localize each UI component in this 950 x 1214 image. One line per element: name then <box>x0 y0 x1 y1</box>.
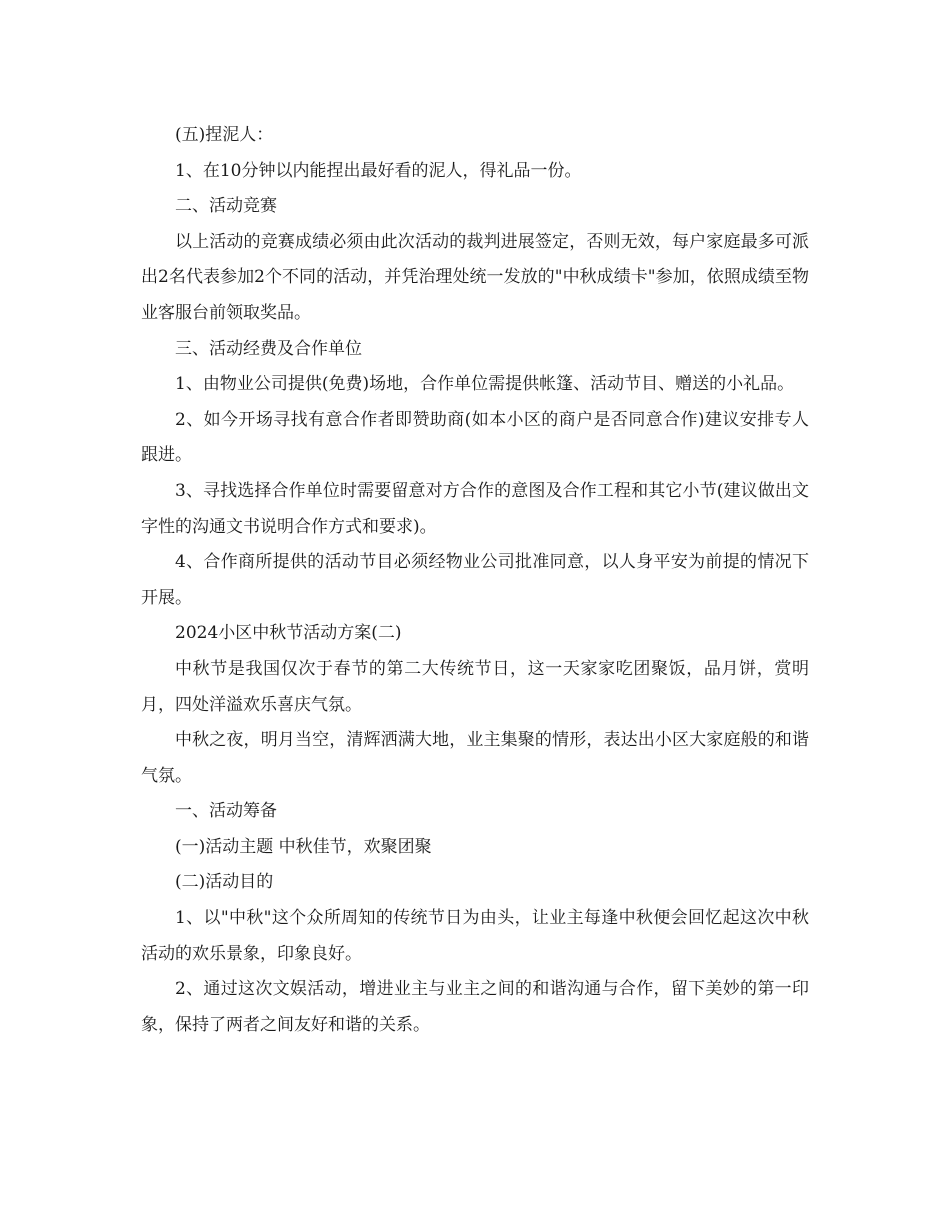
paragraph-intro-1: 中秋节是我国仅次于春节的第二大传统节日，这一天家家吃团聚饭，品月饼，赏明月，四处洋溢欢乐喜庆气氛。 <box>141 658 809 715</box>
paragraph-funding-2: 2、如今开场寻找有意合作者即赞助商(如本小区的商户是否同意合作)建议安排专人跟进。 <box>141 409 809 466</box>
section-heading-preparation: 一、活动筹备 <box>175 801 277 822</box>
paragraph-clay-figure-rule: 1、在10分钟以内能捏出最好看的泥人，得礼品一份。 <box>175 160 582 181</box>
section-heading-funding: 三、活动经费及合作单位 <box>175 338 362 359</box>
paragraph-intro-2: 中秋之夜，明月当空，清辉洒满大地，业主集聚的情形，表达出小区大家庭般的和谐气氛。 <box>141 730 809 786</box>
plan-title: 2024小区中秋节活动方案(二) <box>175 623 402 644</box>
paragraph-competition-rules: 以上活动的竞赛成绩必须由此次活动的裁判进展签定，否则无效，每户家庭最多可派出2名代表参加2个不同的活动，并凭治理处统一发放的"中秋成绩卡"参加，依照成绩至物业客服台前领取奖品。 <box>141 231 809 323</box>
paragraph-purpose-1: 1、以"中秋"这个众所周知的传统节日为由头，让业主每逢中秋便会回忆起这次中秋活动的欢乐景象，印象良好。 <box>141 908 809 964</box>
paragraph-purpose-2: 2、通过这次文娱活动，增进业主与业主之间的和谐沟通与合作，留下美妙的第一印象，保持了两者之间友好和谐的关系。 <box>141 979 809 1035</box>
document-body <box>141 118 809 1043</box>
subheading-purpose: (二)活动目的 <box>175 872 274 893</box>
subheading-theme: (一)活动主题 中秋佳节，欢聚团聚 <box>175 836 432 857</box>
paragraph-funding-1: 1、由物业公司提供(免费)场地，合作单位需提供帐篷、活动节目、赠送的小礼品。 <box>175 374 795 395</box>
section-heading-competition: 二、活动竞赛 <box>175 196 277 217</box>
paragraph-funding-3: 3、寻找选择合作单位时需要留意对方合作的意图及合作工程和其它小节(建议做出文字性的沟通文书说明合作方式和要求)。 <box>141 480 809 537</box>
paragraph-funding-4: 4、合作商所提供的活动节目必须经物业公司批准同意，以人身平安为前提的情况下开展。 <box>141 552 809 608</box>
section-heading-clay-figure: (五)捏泥人： <box>175 125 274 145</box>
